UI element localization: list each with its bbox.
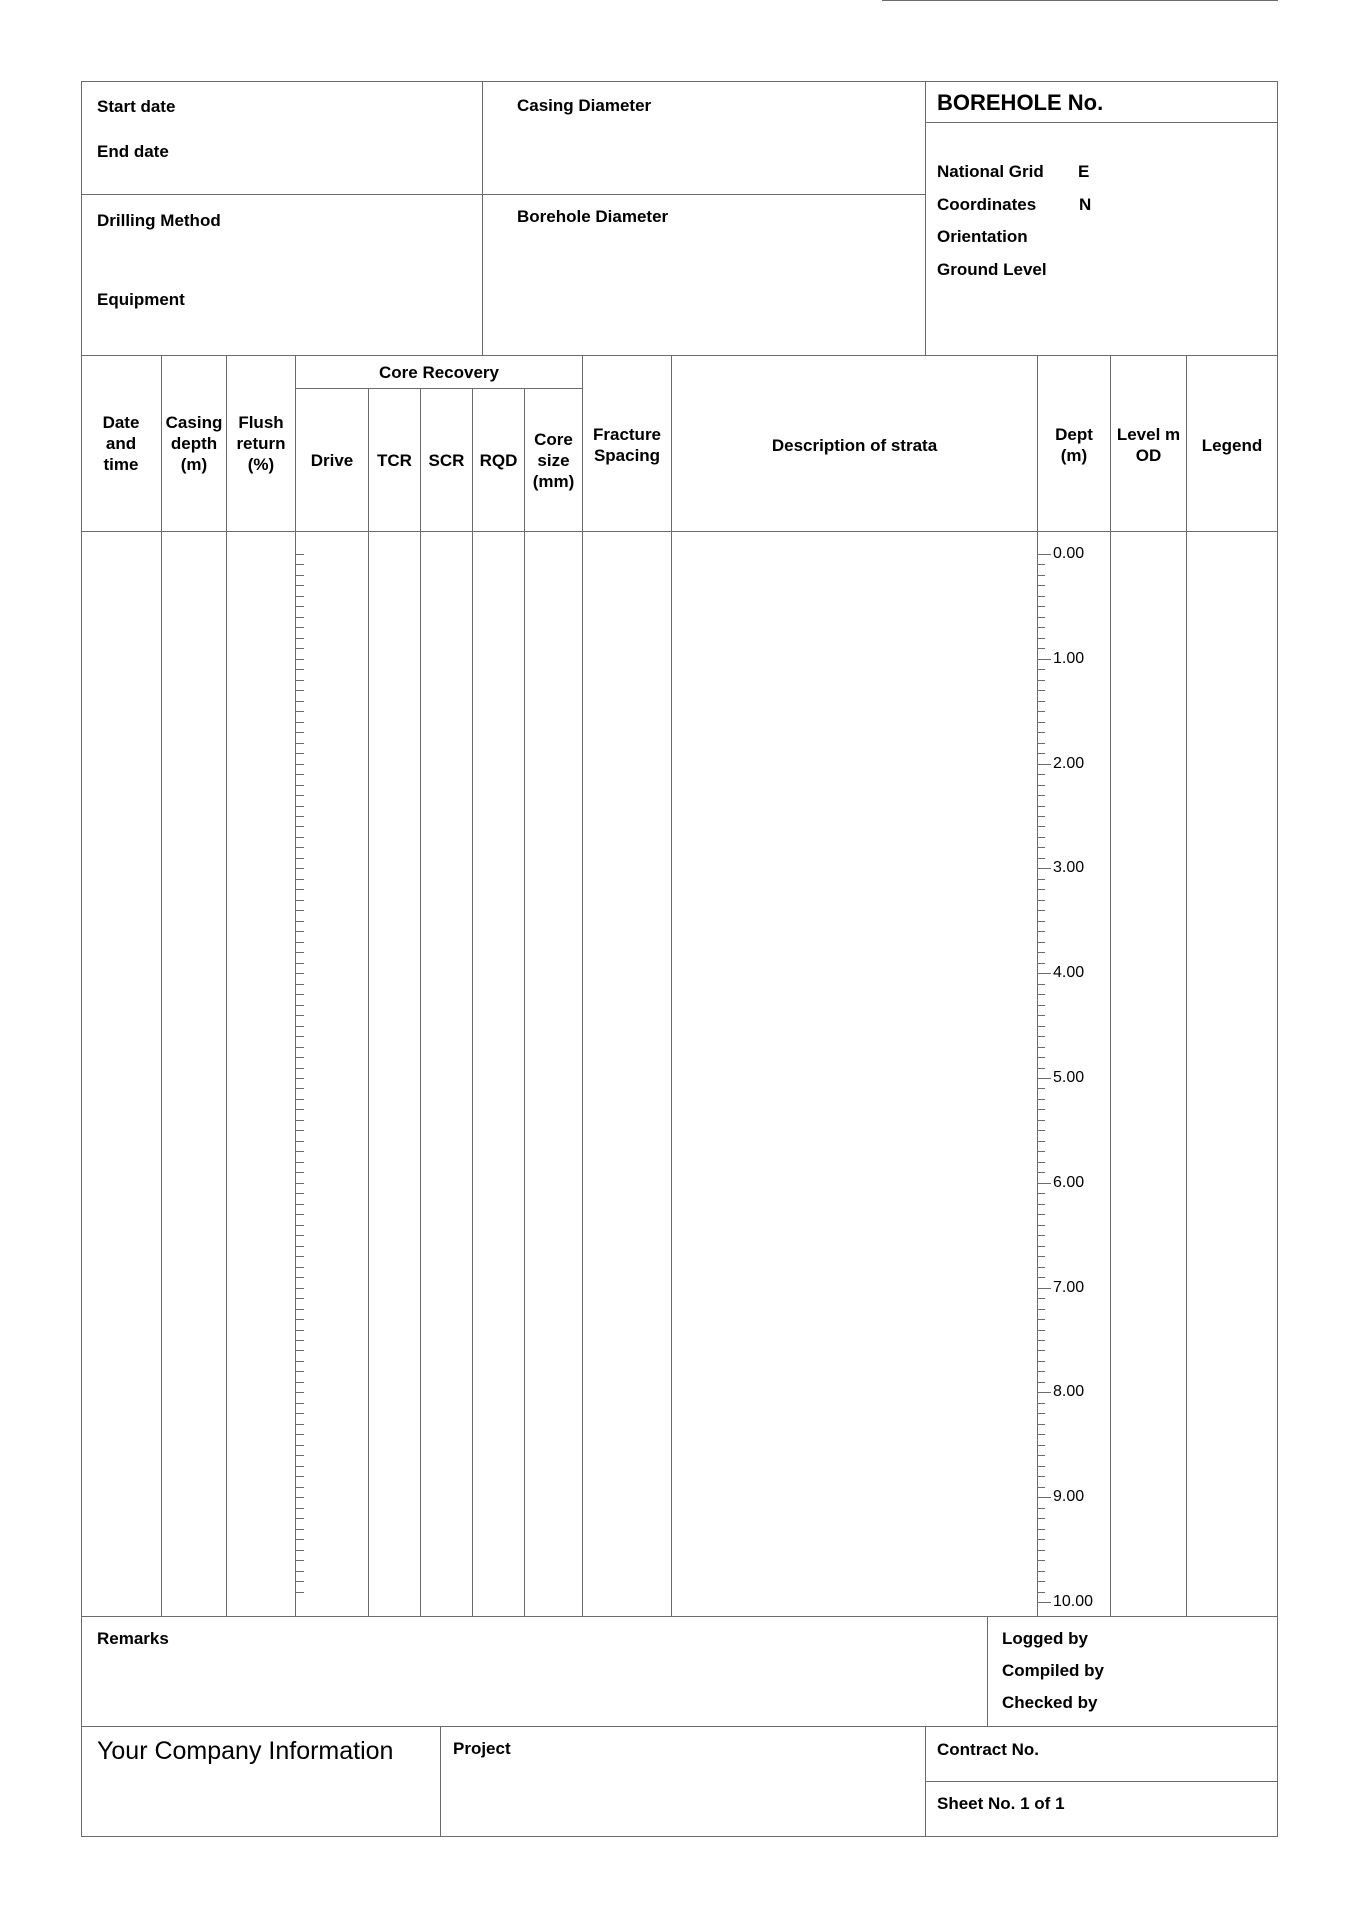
borehole-number-field[interactable] (926, 82, 1277, 122)
minor-tick (1038, 585, 1045, 586)
minor-tick (1038, 921, 1045, 922)
drive-tick (296, 1183, 304, 1184)
major-tick (1038, 1392, 1051, 1393)
drive-tick (296, 1529, 304, 1530)
frame-bottom (81, 1836, 1278, 1837)
top-rule (882, 0, 1278, 1)
minor-tick (1038, 1162, 1045, 1163)
checked-by-label: Checked by (1002, 1693, 1098, 1712)
drive-tick (296, 711, 304, 712)
major-tick (1038, 554, 1051, 555)
minor-tick (1038, 1214, 1045, 1215)
coordinates-label: Coordinates (937, 195, 1037, 214)
col-header-core-recovery: Core Recovery (378, 362, 499, 382)
ground-level-label: Ground Level (937, 260, 1047, 279)
end-date-label: End date (97, 142, 169, 161)
legend-column[interactable] (1187, 532, 1277, 1616)
minor-tick (1038, 1298, 1045, 1299)
scr-column[interactable] (421, 532, 472, 1616)
minor-tick (1038, 806, 1045, 807)
core-size-column[interactable] (525, 532, 582, 1616)
signoff-block[interactable] (988, 1617, 1277, 1726)
minor-tick (1038, 942, 1045, 943)
minor-tick (1038, 1309, 1045, 1310)
drive-tick (296, 701, 304, 702)
casing-diameter-label: Casing Diameter (517, 96, 652, 115)
drive-tick (296, 1235, 304, 1236)
minor-tick (1038, 795, 1045, 796)
drive-tick (296, 785, 304, 786)
minor-tick (1038, 1466, 1045, 1467)
drive-tick (296, 1518, 304, 1519)
drive-tick (296, 1445, 304, 1446)
drive-tick (296, 1497, 304, 1498)
minor-tick (1038, 1193, 1045, 1194)
minor-tick (1038, 743, 1045, 744)
drive-column[interactable] (296, 532, 368, 1616)
depth-label: 1.00 (1053, 649, 1085, 667)
minor-tick (1038, 1581, 1045, 1582)
minor-tick (1038, 1319, 1045, 1320)
minor-tick (1038, 1340, 1045, 1341)
drive-tick (296, 1508, 304, 1509)
drive-tick (296, 900, 304, 901)
minor-tick (1038, 1361, 1045, 1362)
drive-tick (296, 1455, 304, 1456)
drive-tick (296, 1550, 304, 1551)
drive-tick (296, 1078, 304, 1079)
col-header-core-size: Core size (mm) (532, 429, 575, 491)
depth-label: 7.00 (1053, 1278, 1085, 1296)
col-header-depth: Dept (m) (1055, 425, 1093, 465)
borehole-info-block[interactable] (926, 123, 1277, 355)
drive-tick (296, 1047, 304, 1048)
drive-tick (296, 648, 304, 649)
drive-tick (296, 1298, 304, 1299)
col-header-level: Level m OD (1116, 425, 1181, 465)
minor-tick (1038, 952, 1045, 953)
col-header-scr: SCR (428, 450, 465, 470)
drive-tick (296, 984, 304, 985)
drive-tick (296, 764, 304, 765)
col-header-description: Description of strata (771, 435, 938, 455)
minor-tick (1038, 1047, 1045, 1048)
minor-tick (1038, 575, 1045, 576)
drive-tick (296, 638, 304, 639)
depth-label: 6.00 (1053, 1173, 1085, 1191)
minor-tick (1038, 1256, 1045, 1257)
drive-tick (296, 627, 304, 628)
drive-tick (296, 952, 304, 953)
project-field[interactable] (441, 1727, 925, 1836)
minor-tick (1038, 606, 1045, 607)
minor-tick (1038, 963, 1045, 964)
minor-tick (1038, 1371, 1045, 1372)
drive-tick (296, 1277, 304, 1278)
logged-by-label: Logged by (1002, 1629, 1088, 1648)
minor-tick (1038, 984, 1045, 985)
minor-tick (1038, 837, 1045, 838)
minor-tick (1038, 1403, 1045, 1404)
sheet-no-field (926, 1782, 1277, 1836)
minor-tick (1038, 1057, 1045, 1058)
minor-tick (1038, 900, 1045, 901)
minor-tick (1038, 617, 1045, 618)
drive-tick (296, 1151, 304, 1152)
drive-tick (296, 680, 304, 681)
minor-tick (1038, 1571, 1045, 1572)
drive-tick (296, 1350, 304, 1351)
minor-tick (1038, 711, 1045, 712)
minor-tick (1038, 1382, 1045, 1383)
minor-tick (1038, 1005, 1045, 1006)
col-header-flush-return: Flush return (%) (236, 413, 286, 474)
major-tick (1038, 1288, 1051, 1289)
depth-label: 5.00 (1053, 1069, 1085, 1086)
minor-tick (1038, 1109, 1045, 1110)
drive-tick (296, 806, 304, 807)
depth-column (1038, 532, 1110, 1616)
drive-tick (296, 1193, 304, 1194)
col-header-drive: Drive (310, 450, 354, 470)
col-header-tcr: TCR (377, 450, 412, 470)
minor-tick (1038, 1350, 1045, 1351)
contract-no-label: Contract No. (937, 1740, 1039, 1759)
col-header-casing-depth: Casing depth (m) (165, 413, 223, 474)
drive-tick (296, 1109, 304, 1110)
drive-tick (296, 847, 304, 848)
minor-tick (1038, 722, 1045, 723)
drive-tick (296, 1434, 304, 1435)
drive-tick (296, 879, 304, 880)
minor-tick (1038, 931, 1045, 932)
drive-tick (296, 1088, 304, 1089)
minor-tick (1038, 858, 1045, 859)
borehole-title: BOREHOLE No. (937, 90, 1104, 115)
minor-tick (1038, 1550, 1045, 1551)
minor-tick (1038, 889, 1045, 890)
drive-tick (296, 1560, 304, 1561)
core-recovery-rule (295, 388, 582, 389)
minor-tick (1038, 596, 1045, 597)
minor-tick (1038, 1246, 1045, 1247)
minor-tick (1038, 1529, 1045, 1530)
minor-tick (1038, 1592, 1045, 1593)
drive-tick (296, 910, 304, 911)
drive-tick (296, 1204, 304, 1205)
drive-tick (296, 1214, 304, 1215)
minor-tick (1038, 1539, 1045, 1540)
drive-tick (296, 1487, 304, 1488)
drive-tick (296, 1288, 304, 1289)
depth-label: 2.00 (1053, 754, 1085, 772)
drive-tick (296, 931, 304, 932)
remarks-label: Remarks (97, 1629, 169, 1648)
flush-return-column[interactable] (227, 532, 295, 1616)
depth-label: 10.00 (1053, 1593, 1094, 1610)
drive-tick (296, 585, 304, 586)
drive-tick (296, 816, 304, 817)
minor-tick (1038, 1330, 1045, 1331)
borehole-diameter-label: Borehole Diameter (517, 207, 669, 226)
drive-tick (296, 889, 304, 890)
drive-tick (296, 1476, 304, 1477)
drive-tick (296, 1392, 304, 1393)
minor-tick (1038, 1518, 1045, 1519)
minor-tick (1038, 826, 1045, 827)
drive-tick (296, 743, 304, 744)
drive-tick (296, 1466, 304, 1467)
minor-tick (1038, 847, 1045, 848)
minor-tick (1038, 1413, 1045, 1414)
drive-tick (296, 837, 304, 838)
equipment-label: Equipment (97, 290, 185, 309)
minor-tick (1038, 680, 1045, 681)
level-column[interactable] (1111, 532, 1186, 1616)
major-tick (1038, 764, 1051, 765)
drive-tick (296, 1592, 304, 1593)
minor-tick (1038, 648, 1045, 649)
minor-tick (1038, 1026, 1045, 1027)
drive-tick (296, 963, 304, 964)
drive-tick (296, 554, 304, 555)
drive-tick (296, 732, 304, 733)
start-date-label: Start date (97, 97, 176, 116)
drive-tick (296, 1225, 304, 1226)
minor-tick (1038, 1120, 1045, 1121)
drive-tick (296, 1026, 304, 1027)
drive-tick (296, 1539, 304, 1540)
major-tick (1038, 868, 1051, 869)
depth-label: 4.00 (1053, 964, 1085, 982)
drive-tick (296, 1371, 304, 1372)
drive-tick (296, 1424, 304, 1425)
minor-tick (1038, 1487, 1045, 1488)
minor-tick (1038, 1225, 1045, 1226)
drive-tick (296, 1120, 304, 1121)
drive-tick (296, 1361, 304, 1362)
remarks-field[interactable] (82, 1617, 987, 1726)
drive-tick (296, 1256, 304, 1257)
minor-tick (1038, 1099, 1045, 1100)
drive-tick (296, 1330, 304, 1331)
major-tick (1038, 1602, 1051, 1603)
drive-tick (296, 774, 304, 775)
drilling-method-label: Drilling Method (97, 211, 221, 230)
drive-tick (296, 1267, 304, 1268)
drive-tick (296, 942, 304, 943)
drive-tick (296, 1130, 304, 1131)
drive-tick (296, 722, 304, 723)
drive-tick (296, 596, 304, 597)
fracture-spacing-column[interactable] (583, 532, 671, 1616)
drive-tick (296, 617, 304, 618)
casing-depth-column[interactable] (162, 532, 226, 1616)
minor-tick (1038, 1455, 1045, 1456)
drive-tick (296, 1246, 304, 1247)
company-info: Your Company Information (97, 1737, 394, 1765)
minor-tick (1038, 1141, 1045, 1142)
drive-tick (296, 606, 304, 607)
minor-tick (1038, 1235, 1045, 1236)
minor-tick (1038, 1424, 1045, 1425)
major-tick (1038, 1183, 1051, 1184)
minor-tick (1038, 994, 1045, 995)
minor-tick (1038, 627, 1045, 628)
drive-tick (296, 1571, 304, 1572)
drive-tick (296, 1068, 304, 1069)
borehole-diameter-field[interactable] (483, 195, 925, 355)
major-tick (1038, 659, 1051, 660)
minor-tick (1038, 638, 1045, 639)
minor-tick (1038, 879, 1045, 880)
drive-tick (296, 1162, 304, 1163)
rqd-column[interactable] (473, 532, 524, 1616)
drive-tick (296, 858, 304, 859)
drive-tick (296, 1172, 304, 1173)
minor-tick (1038, 1445, 1045, 1446)
major-tick (1038, 1497, 1051, 1498)
project-label: Project (453, 1739, 511, 1758)
minor-tick (1038, 753, 1045, 754)
company-info-block (82, 1727, 440, 1836)
drive-tick (296, 1382, 304, 1383)
minor-tick (1038, 1068, 1045, 1069)
col-header-date-time: Date and time (102, 413, 140, 474)
minor-tick (1038, 1036, 1045, 1037)
drive-tick (296, 1340, 304, 1341)
national-grid-label: National Grid (937, 162, 1044, 181)
minor-tick (1038, 1277, 1045, 1278)
major-tick (1038, 973, 1051, 974)
drive-tick (296, 575, 304, 576)
minor-tick (1038, 701, 1045, 702)
minor-tick (1038, 910, 1045, 911)
frame-right (1277, 81, 1278, 1836)
col-header-fracture-spacing: Fracture Spacing (592, 425, 662, 465)
start-date-field[interactable] (82, 82, 482, 194)
drive-tick (296, 1005, 304, 1006)
drive-tick (296, 1036, 304, 1037)
drive-tick (296, 826, 304, 827)
minor-tick (1038, 1560, 1045, 1561)
minor-tick (1038, 785, 1045, 786)
minor-tick (1038, 1172, 1045, 1173)
date-time-column[interactable] (82, 532, 161, 1616)
minor-tick (1038, 1204, 1045, 1205)
casing-diameter-field[interactable] (483, 82, 925, 194)
northing-label: N (1079, 195, 1092, 214)
drive-tick (296, 994, 304, 995)
drive-tick (296, 690, 304, 691)
depth-label: 8.00 (1053, 1383, 1085, 1401)
easting-label: E (1078, 162, 1090, 181)
minor-tick (1038, 1434, 1045, 1435)
drive-tick (296, 564, 304, 565)
minor-tick (1038, 1130, 1045, 1131)
drive-tick (296, 659, 304, 660)
contract-no-field[interactable] (926, 1727, 1277, 1781)
minor-tick (1038, 1088, 1045, 1089)
major-tick (1038, 1078, 1051, 1079)
col-header-legend: Legend (1201, 435, 1263, 455)
sheet-no-label: Sheet No. 1 of 1 (937, 1794, 1065, 1813)
depth-label: 3.00 (1053, 859, 1085, 877)
drilling-method-field[interactable] (82, 195, 482, 355)
drive-tick (296, 1319, 304, 1320)
drive-tick (296, 1015, 304, 1016)
minor-tick (1038, 1151, 1045, 1152)
minor-tick (1038, 816, 1045, 817)
minor-tick (1038, 1267, 1045, 1268)
drive-tick (296, 1309, 304, 1310)
minor-tick (1038, 564, 1045, 565)
drive-tick (296, 795, 304, 796)
depth-label: 9.00 (1053, 1488, 1085, 1506)
minor-tick (1038, 732, 1045, 733)
drive-tick (296, 921, 304, 922)
drive-tick (296, 868, 304, 869)
minor-tick (1038, 1476, 1045, 1477)
minor-tick (1038, 669, 1045, 670)
drive-tick (296, 1581, 304, 1582)
orientation-label: Orientation (937, 227, 1028, 246)
drive-tick (296, 1099, 304, 1100)
drive-tick (296, 973, 304, 974)
drive-tick (296, 1057, 304, 1058)
drive-tick (296, 669, 304, 670)
col-header-rqd: RQD (479, 450, 518, 470)
drive-tick (296, 1413, 304, 1414)
minor-tick (1038, 1508, 1045, 1509)
depth-label: 0.00 (1053, 545, 1085, 562)
tcr-column[interactable] (369, 532, 420, 1616)
drive-tick (296, 753, 304, 754)
minor-tick (1038, 690, 1045, 691)
drive-tick (296, 1403, 304, 1404)
compiled-by-label: Compiled by (1002, 1661, 1105, 1680)
minor-tick (1038, 774, 1045, 775)
minor-tick (1038, 1015, 1045, 1016)
drive-tick (296, 1141, 304, 1142)
description-column[interactable] (672, 532, 1037, 1616)
